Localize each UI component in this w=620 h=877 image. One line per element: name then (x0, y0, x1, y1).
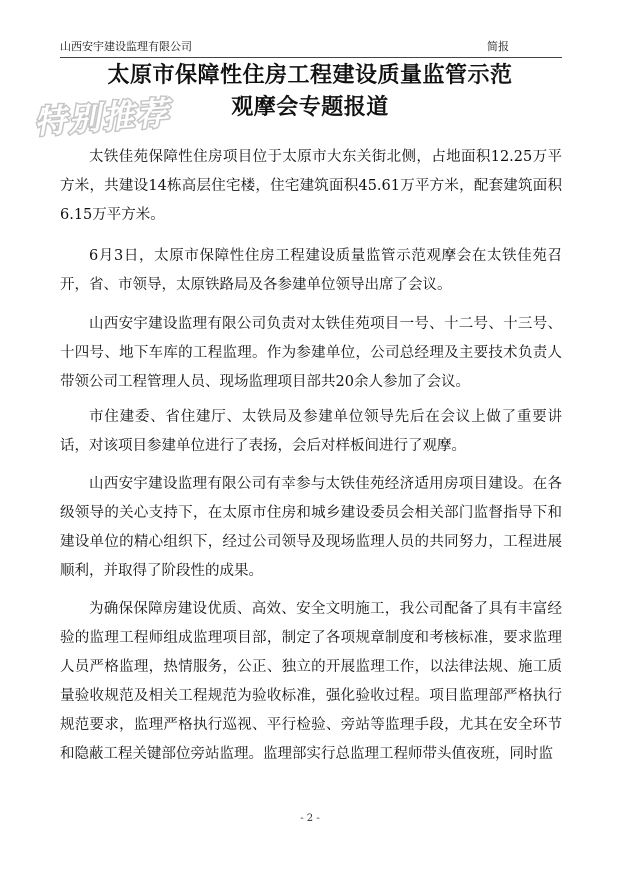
article-title-line-1: 太原市保障性住房工程建设质量监管示范 (107, 63, 513, 88)
body-paragraph-5: 山西安宇建设监理有限公司有幸参与太铁佳苑经济适用房项目建设。在各级领导的关心支持下，在太原市住房和城乡建设委员会相关部门监督指导下和建设单位的精心组织下，经过公司领导及现场监理人员的共同努力，工程进展顺利，并取得了阶段性的成果。 (60, 476, 562, 579)
body-paragraph-2: 6月3日，太原市保障性住房工程建设质量监管示范观摩会在太铁佳苑召开，省、市领导，太原铁路局及各参建单位领导出席了会议。 (60, 248, 562, 293)
article-title-line-2: 观摩会专题报道 (231, 95, 389, 120)
page-number: - 2 - (300, 813, 320, 824)
page-header (60, 39, 562, 58)
header-doc-type: 简报 (487, 40, 509, 53)
body-paragraph-1: 太铁佳苑保障性住房项目位于太原市大东关街北侧，占地面积12.25万平方米，共建设14栋高层住宅楼，住宅建筑面积45.61万平方米，配套建筑面积6.15万平方米。 (60, 149, 562, 223)
body-paragraph-3: 山西安宇建设监理有限公司负责对太铁佳苑项目一号、十二号、十三号、十四号、地下车库的工程监理。作为参建单位，公司总经理及主要技术负责人带领公司工程管理人员、现场监理项目部共20余人参加了会议。 (60, 316, 562, 390)
body-paragraph-4: 市住建委、省住建厅、太铁局及参建单位领导先后在会议上做了重要讲话，对该项目参建单位进行了表扬，会后对样板间进行了观摩。 (60, 409, 562, 454)
body-paragraph-6: 为确保保障房建设优质、高效、安全文明施工，我公司配备了具有丰富经验的监理工程师组成监理项目部，制定了各项规章制度和考核标准，要求监理人员严格监理，热情服务，公正、独立的开展监理工作，以法律法规、施工质量验收规范及相关工程规范为验收标准，强化验收过程。项目监理部严格执行规范要求，监理严格执行巡视、平行检验、旁站等监理手段，尤其在安全环节和隐蔽工程关键部位旁站监理。监理部实行总监理工程师带头值夜班，同时监 (60, 601, 562, 762)
stamp-text: 特别推荐 (33, 93, 172, 142)
header-company-name: 山西安宇建设监理有限公司 (60, 40, 192, 53)
